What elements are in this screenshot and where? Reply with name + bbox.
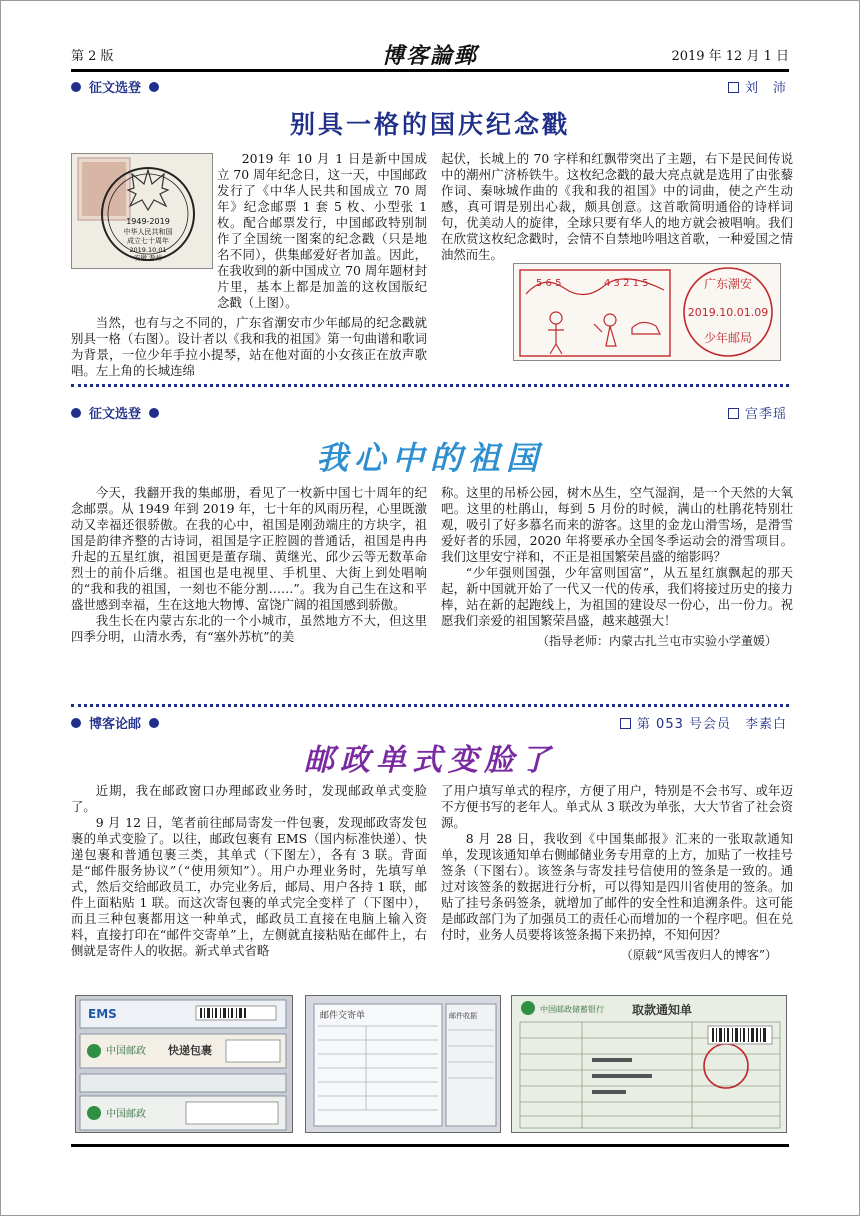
masthead-rule	[71, 69, 789, 72]
paragraph: 9 月 12 日，笔者前往邮局寄发一件包裹，发现邮政寄发包裹的单式变脸了。以往，邮政包裹有 EMS（国内标准快递）、快递包裹和普通包裹三类，其单式（下图左），各有 3 联。背面是“邮件服务协议”（“使用须知”）。用户办理业务时，先填写单式，然后交给邮政员工，办完业务后，邮局、用户各持 1 联，邮件上面粘贴 1 联。而这次寄包裹的单式完全变样了（下图中），而且三种包裹都用这一种单式，邮政员工直接在电脑上输入资料，直接打印在“邮件交寄单”上，左侧就直接粘贴在邮件上，右侧就是寄件人的收据。新式单式省略	[71, 815, 427, 958]
svg-text:取款通知单: 取款通知单	[632, 1003, 693, 1017]
section-divider-1	[71, 384, 789, 387]
paragraph: 起伏，长城上的 70 字样和红飘带突出了主题，右下是民间传说中的潮州广济桥铁牛。这枚纪念戳的最大亮点就是选用了由张藜作词、秦咏城作曲的《我和我的祖国》中的词曲，使之产生动感，真可谓是别出心裁，颇具创意。这首歌简明通俗的诗样词句，优美动人的旋律，全球只要有华人的地方就会被唱响。我们在欣赏这枚纪念戳时，会情不自禁地吟唱这首歌，一种爱国之情油然而生。	[441, 151, 793, 262]
paragraph: “少年强则国强，少年富则国富”，从五星红旗飘起的那天起，新中国就开始了一代又一代的传承，我们将接过历史的接力棒，站在新的起跑线上，为祖国的建设尽一份心，出一份力。祝愿我们亲爱的祖国繁荣昌盛，越来越强大！	[441, 565, 793, 628]
new-mail-form-photo	[305, 995, 501, 1133]
paragraph: 今天，我翻开我的集邮册，看见了一枚新中国七十周年的纪念邮票。从 1949 年到 2019 年，七十年的风雨历程，心里既激动又幸福还很骄傲。在我的心中，祖国是刚劲端庄的方块字，祖国是韵律齐整的古诗词，祖国是字正腔圆的普通话，祖国是冉冉升起的五星红旗，祖国更是董存瑞、黄继光、邱少云等无数革命烈士的前仆后继。祖国也是电视里、手机里、大街上到处唱响的“我和我的祖国，一刻也不能分割……”。我为自己生在这和平盛世感到幸福，生在这地大物博、富饶广阔的祖国感到骄傲。	[71, 485, 427, 612]
signoff: （指导老师：内蒙古扎兰屯市实验小学董媛）	[536, 634, 777, 648]
section-label: 博客论邮	[89, 717, 142, 732]
section-divider-2	[71, 704, 789, 707]
section-tag-3	[71, 713, 159, 732]
svg-text:EMS: EMS	[88, 1007, 117, 1021]
bullet-icon	[149, 408, 159, 418]
bullet-icon	[71, 82, 81, 92]
article3-left-column	[71, 783, 427, 959]
paper-name: 博客論郵	[381, 43, 478, 69]
bullet-icon	[149, 82, 159, 92]
old-parcel-forms-photo	[75, 995, 293, 1133]
author-3: 第 053 号会员 李素白	[620, 713, 787, 732]
article1-text-top	[217, 151, 427, 311]
edition-number: 第 2 版	[71, 49, 114, 64]
footer-rule	[71, 1144, 789, 1147]
shaoniancha-postmark-image	[513, 263, 781, 361]
svg-text:中国邮政储蓄银行: 中国邮政储蓄银行	[540, 1005, 604, 1014]
svg-text:5 6 5: 5 6 5	[536, 278, 562, 289]
svg-text:中华人民共和国: 中华人民共和国	[123, 228, 173, 236]
paragraph: 了用户填写单式的程序，方便了用户，特别是不会书写、或年迈不方便书写的老年人。单式从 3 联改为单张，大大节省了社会资源。	[441, 783, 793, 830]
article2-right-column	[441, 485, 793, 649]
svg-text:4 3 2 1 5: 4 3 2 1 5	[604, 278, 649, 289]
svg-text:快递包裹: 快递包裹	[168, 1044, 212, 1057]
svg-text:中国邮政: 中国邮政	[106, 1109, 146, 1120]
paragraph: 2019 年 10 月 1 日是新中国成立 70 周年纪念日，这一天，中国邮政发行了《中华人民共和国成立 70 周年》纪念邮票 1 套 5 枚、小型张 1 枚。配合邮票发行，中国邮政特别制作了全国统一图案的纪念戳（只是地名不同），供集邮爱好者加盖。因此，在我收到的新中国成立 70 周年题材封片里，基本上都是加盖的这枚国版纪念戳（上图）。	[217, 151, 427, 310]
section-tag-1	[71, 77, 159, 96]
article-title-3: 邮政单式变脸了	[304, 743, 556, 778]
checkbox-square-icon	[728, 408, 739, 419]
section-label: 征文选登	[89, 407, 142, 422]
article-title-1: 别具一格的国庆纪念戳	[289, 110, 570, 139]
section-tag-2	[71, 403, 159, 422]
svg-text:中国邮政: 中国邮政	[106, 1046, 146, 1057]
paragraph: 8 月 28 日，我收到《中国集邮报》汇来的一张取款通知单，发现该通知单右侧邮储业务专用章的上方，加贴了一枚挂号签条（下图右）。该签条与寄发挂号信使用的签条是一致的。通过对该签条的数据进行分析，可以得知是四川省使用的签条。加贴了挂号条码签条，就增加了邮件的安全性和追溯条件。这可能是邮政部门为了加强员工的责任心而增加的一个程序吧。但在兑付时，业务人员要将该签条揭下来扔掉，不知何因？	[441, 831, 793, 942]
svg-text:安徽 滁州: 安徽 滁州	[133, 254, 163, 262]
article-title-2: 我心中的祖国	[315, 439, 544, 477]
section-label: 征文选登	[89, 81, 142, 96]
withdrawal-notice-photo	[511, 995, 787, 1133]
svg-text:广东潮安: 广东潮安	[703, 277, 753, 291]
postmark-graphic	[72, 154, 213, 269]
paragraph: 称。这里的吊桥公园，树木丛生，空气湿润，是一个天然的大氧吧。这里的杜鹃山，每到 5 月份的时候，满山的杜鹃花特别壮观，吸引了好多慕名而来的游客。这里的金龙山滑雪场，是滑雪爱好者的乐园，2020 年将要承办全国冬季运动会的滑雪项目。我们这里安宁祥和，不正是祖国繁荣昌盛的缩影吗？	[441, 485, 793, 564]
svg-text:成立七十周年: 成立七十周年	[127, 237, 169, 245]
parcel-forms-graphic	[76, 996, 293, 1133]
signoff: （原载“风雪夜归人的博客”）	[620, 948, 777, 962]
svg-text:邮件收据: 邮件收据	[449, 1012, 477, 1020]
article1-text-bottom	[71, 315, 427, 379]
author-1: 刘 沛	[728, 77, 787, 96]
mail-form-graphic	[306, 996, 501, 1133]
commemorative-postmark-image	[71, 153, 213, 269]
paragraph: 近期，我在邮政窗口办理邮政业务时，发现邮政单式变脸了。	[71, 783, 427, 814]
article1-right-column	[441, 151, 793, 263]
article2-left-column	[71, 485, 427, 645]
paragraph: 当然，也有与之不同的，广东省潮安市少年邮局的纪念戳就别具一格（右图）。设计者以《我和我的祖国》第一句曲谱和歌词为背景，一位少年手拉小提琴，站在他对面的小女孩正在放声歌唱。左上角的长城连绵	[71, 315, 427, 378]
checkbox-square-icon	[620, 718, 631, 729]
svg-text:1949-2019: 1949-2019	[126, 217, 170, 226]
author-2: 宫季瑶	[728, 403, 787, 422]
article3-right-column	[441, 783, 793, 963]
checkbox-square-icon	[728, 82, 739, 93]
red-postmark-graphic	[514, 264, 781, 361]
svg-text:2019.10.01: 2019.10.01	[129, 246, 167, 254]
bullet-icon	[71, 408, 81, 418]
withdrawal-notice-graphic	[512, 996, 787, 1133]
issue-date: 2019 年 12 月 1 日	[671, 49, 789, 64]
svg-text:邮件交寄单: 邮件交寄单	[320, 1011, 366, 1021]
svg-text:2019.10.01.09: 2019.10.01.09	[687, 306, 769, 319]
masthead	[71, 39, 789, 67]
bullet-icon	[149, 718, 159, 728]
paragraph: 我生长在内蒙古东北的一个小城市，虽然地方不大，但这里四季分明，山清水秀，有“塞外苏杭”的美	[71, 613, 427, 644]
bullet-icon	[71, 718, 81, 728]
svg-text:少年邮局: 少年邮局	[703, 331, 753, 345]
